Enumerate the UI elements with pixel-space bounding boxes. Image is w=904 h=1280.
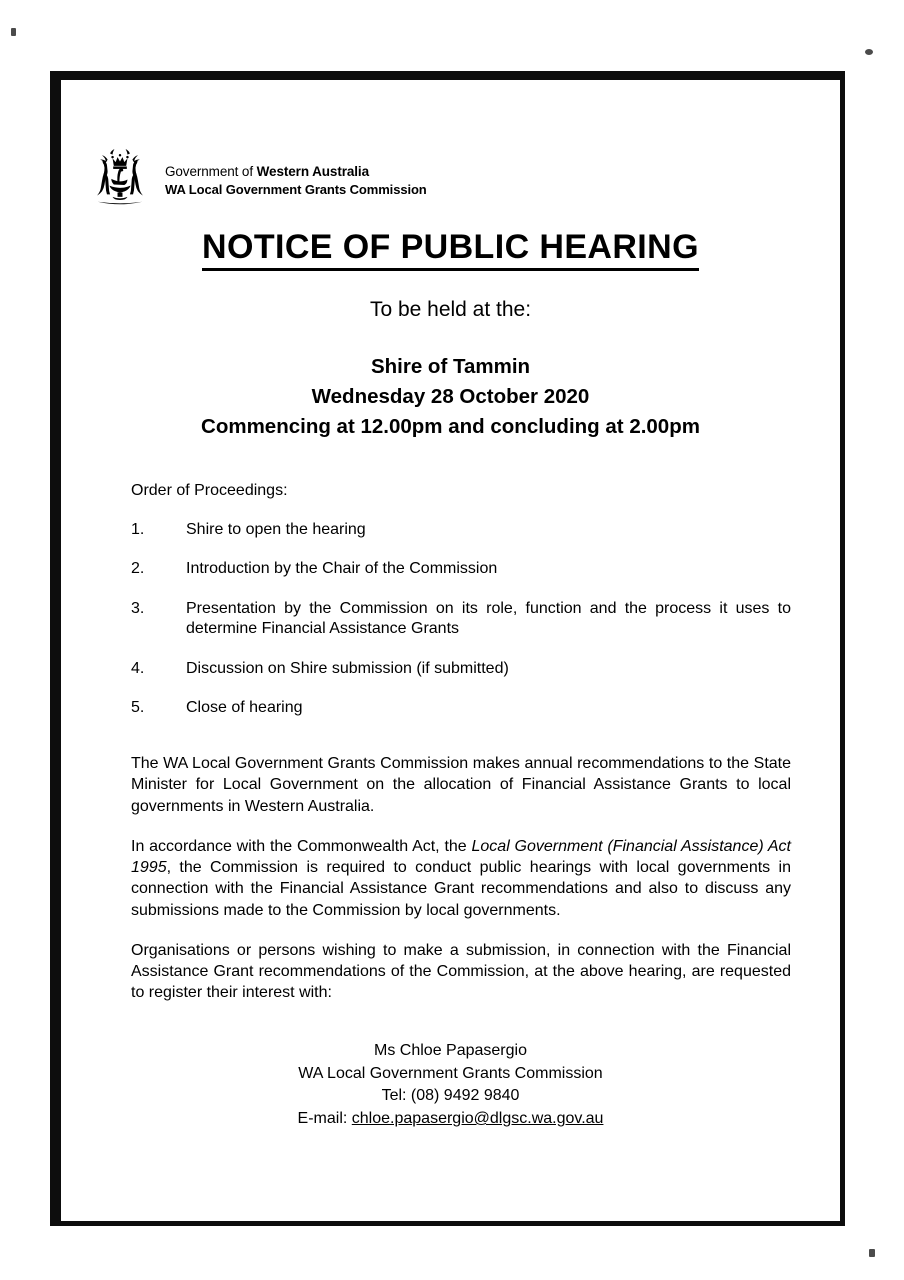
list-item-number: 2.	[131, 560, 145, 578]
letterhead-department-line: WA Local Government Grants Commission	[165, 181, 427, 197]
list-item	[131, 698, 791, 718]
body-text	[131, 753, 791, 1023]
list-item-label: Introduction by the Chair of the Commission	[186, 560, 498, 578]
scan-speck	[869, 1249, 875, 1257]
venue-name: Shire of Tammin	[370, 355, 531, 378]
page-title	[61, 228, 840, 267]
list-item-number: 4.	[131, 659, 145, 677]
contact-organisation: WA Local Government Grants Commission	[298, 1064, 603, 1082]
document-content	[61, 80, 840, 1221]
letterhead-state-name: Western Australia	[256, 164, 369, 179]
order-of-proceedings-heading: Order of Proceedings:	[131, 482, 288, 499]
venue-time: Commencing at 12.00pm and concluding at 2.00pm	[201, 415, 700, 439]
paragraph-submissions: Organisations or persons wishing to make a submission, in connection with the Financial Assistance Grant recommendations of the Commission, at the above hearing, are requested to register their interest with:	[131, 941, 791, 1002]
page-surface	[61, 80, 840, 1221]
contact-email-label: E-mail:	[297, 1110, 352, 1128]
notice-subtitle: To be held at the:	[369, 298, 532, 321]
list-item-number: 5.	[131, 699, 145, 717]
list-item	[131, 659, 791, 679]
contact-phone: Tel: (08) 9492 9840	[381, 1087, 520, 1105]
wa-coat-of-arms-icon	[89, 146, 151, 208]
page-title-text: NOTICE OF PUBLIC HEARING	[202, 228, 699, 271]
scan-speck	[11, 28, 16, 36]
contact-email-line	[61, 1108, 840, 1131]
letterhead-government-line	[165, 163, 427, 181]
paragraph-legislation-tail: , the Commission is required to conduct public hearings with local governments in connection with the Financial Assistance Grant recommendations and also to discuss any submissions made to the Commission by local governments.	[131, 859, 791, 919]
act-title: Local Government (Financial Assistance) Act 1995	[131, 837, 792, 877]
venue-date: Wednesday 28 October 2020	[311, 385, 590, 409]
letterhead-government-prefix: Government of	[165, 164, 257, 179]
contact-name: Ms Chloe Papasergio	[374, 1042, 527, 1059]
contact-block	[61, 1040, 840, 1131]
list-item-label: Shire to open the hearing	[186, 521, 366, 538]
paragraph-legislation-lead: In accordance with the Commonwealth Act, the	[131, 837, 472, 855]
list-item-label: Discussion on Shire submission (if submitted)	[186, 659, 509, 677]
letterhead	[89, 146, 427, 208]
paragraph-commission-role: The WA Local Government Grants Commission makes annual recommendations to the State Minister for Local Government on the allocation of Financial Assistance Grants to local governments in Western Australia.	[131, 755, 791, 815]
contact-email-link[interactable]: chloe.papasergio@dlgsc.wa.gov.au	[351, 1110, 604, 1128]
list-item	[131, 520, 791, 540]
letterhead-text	[165, 146, 427, 198]
scanned-page-frame	[50, 71, 845, 1226]
list-item-label: Close of hearing	[186, 699, 303, 717]
list-item-number: 3.	[131, 599, 145, 617]
order-of-proceedings-list	[131, 520, 791, 738]
scan-speck	[865, 49, 873, 55]
paragraph-legislation	[131, 836, 791, 921]
venue-block	[61, 352, 840, 442]
list-item	[131, 559, 791, 579]
list-item	[131, 599, 791, 640]
list-item-label: Presentation by the Commission on its role, function and the process it uses to determine Financial Assistance Grants	[186, 599, 791, 638]
list-item-number: 1.	[131, 521, 145, 538]
